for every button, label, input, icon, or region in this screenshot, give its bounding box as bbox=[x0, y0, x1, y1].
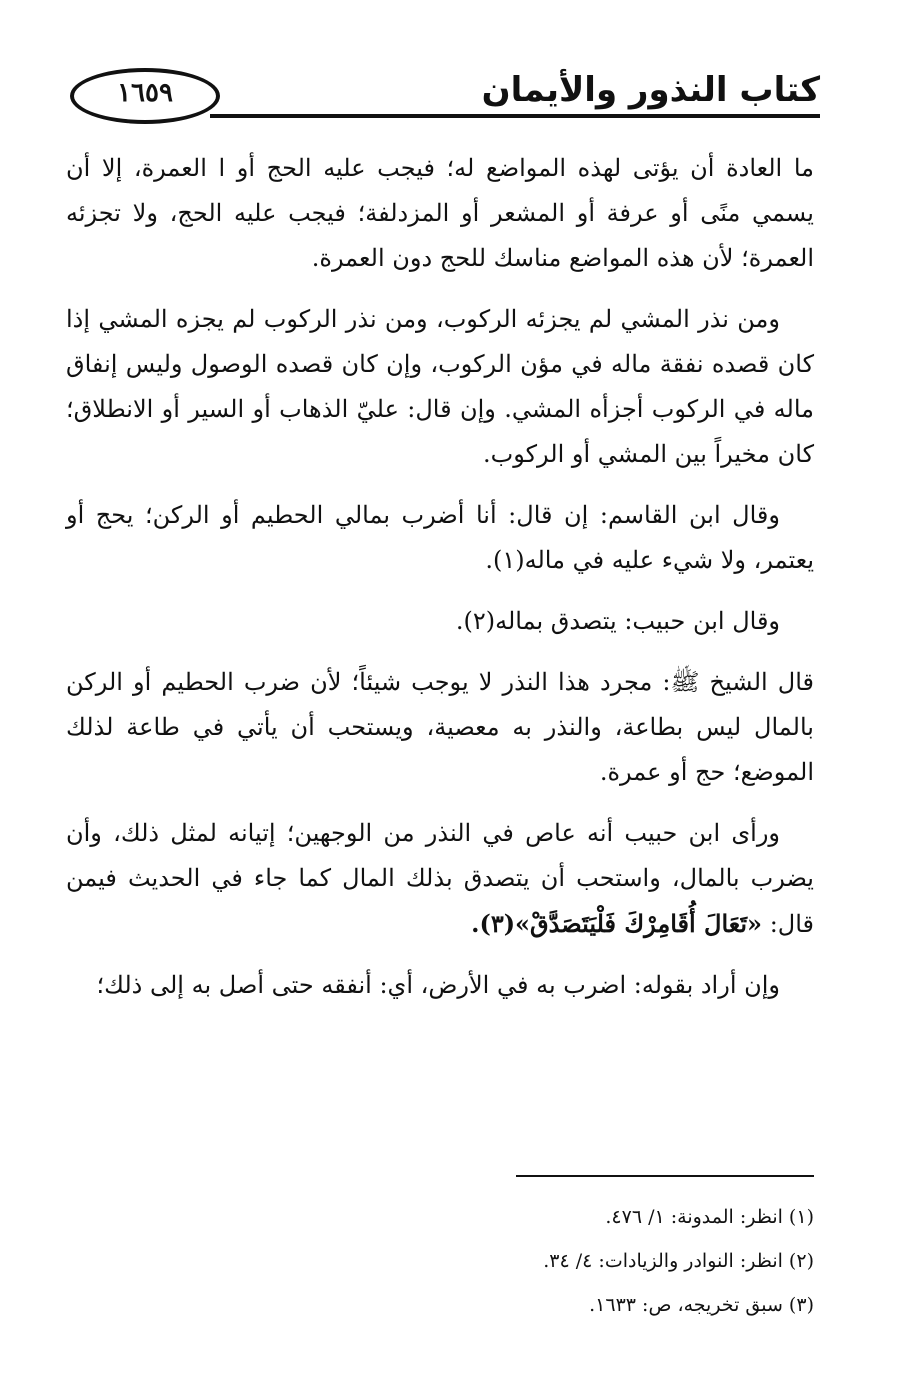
footnote: (٢) انظر: النوادر والزيادات: ٤/ ٣٤. bbox=[543, 1250, 814, 1272]
paragraph-text: ورأى ابن حبيب أنه عاص في النذر من الوجهين؛ إتيانه لمثل ذلك، وأن يضرب بالمال، واستحب أن يتصدق بذلك المال كما جاء في الحديث فيمن قال: bbox=[66, 819, 814, 938]
paragraph: ومن نذر المشي لم يجزئه الركوب، ومن نذر الركوب لم يجزه المشي إذا كان قصده نفقة ماله في مؤن الركوب، وإن كان قصده الوصول وليس إنفاق ماله في الركوب أجزأه المشي. وإن قال: عليّ الذهاب أو السير أو الانطلاق؛ كان مخيراً بين المشي أو الركوب. bbox=[66, 305, 814, 468]
page-header bbox=[60, 62, 820, 132]
paragraph: قال الشيخ ﷺ: مجرد هذا النذر لا يوجب شيئاً؛ لأن ضرب الحطيم أو الركن بالمال ليس بطاعة، والنذر به معصية، ويستحب أن يأتي في طاعة لذلك الموضع؛ حج أو عمرة. bbox=[66, 668, 814, 786]
book-title: كتاب النذور والأيمان bbox=[481, 70, 820, 110]
paragraph: وقال ابن القاسم: إن قال: أنا أضرب بمالي الحطيم أو الركن؛ يحج أو يعتمر، ولا شيء عليه في ماله(١). bbox=[66, 501, 814, 574]
footnote-rule bbox=[516, 1175, 814, 1177]
header-rule bbox=[210, 114, 820, 118]
hadith-quote: «تَعَالَ أُقَامِرْكَ فَلْيَتَصَدَّقْ»(٣). bbox=[471, 909, 763, 938]
paragraph: ما العادة أن يؤتى لهذه المواضع له؛ فيجب عليه الحج أو ا العمرة، إلا أن يسمي منًى أو عرفة أو المشعر أو المزدلفة؛ فيجب عليه الحج، ولا تجزئه العمرة؛ لأن هذه المواضع مناسك للحج دون العمرة. bbox=[66, 154, 814, 272]
footnotes bbox=[66, 1195, 814, 1327]
main-text bbox=[66, 146, 814, 1024]
paragraph: وإن أراد بقوله: اضرب به في الأرض، أي: أنفقه حتى أصل به إلى ذلك؛ bbox=[96, 971, 780, 999]
paragraph: وقال ابن حبيب: يتصدق بماله(٢). bbox=[455, 607, 780, 635]
footnote: (٣) سبق تخريجه، ص: ١٦٣٣. bbox=[589, 1294, 814, 1316]
page-number: ١٦٥٩ bbox=[117, 78, 173, 108]
paragraph bbox=[66, 811, 814, 947]
footnote: (١) انظر: المدونة: ١/ ٤٧٦. bbox=[605, 1206, 814, 1228]
